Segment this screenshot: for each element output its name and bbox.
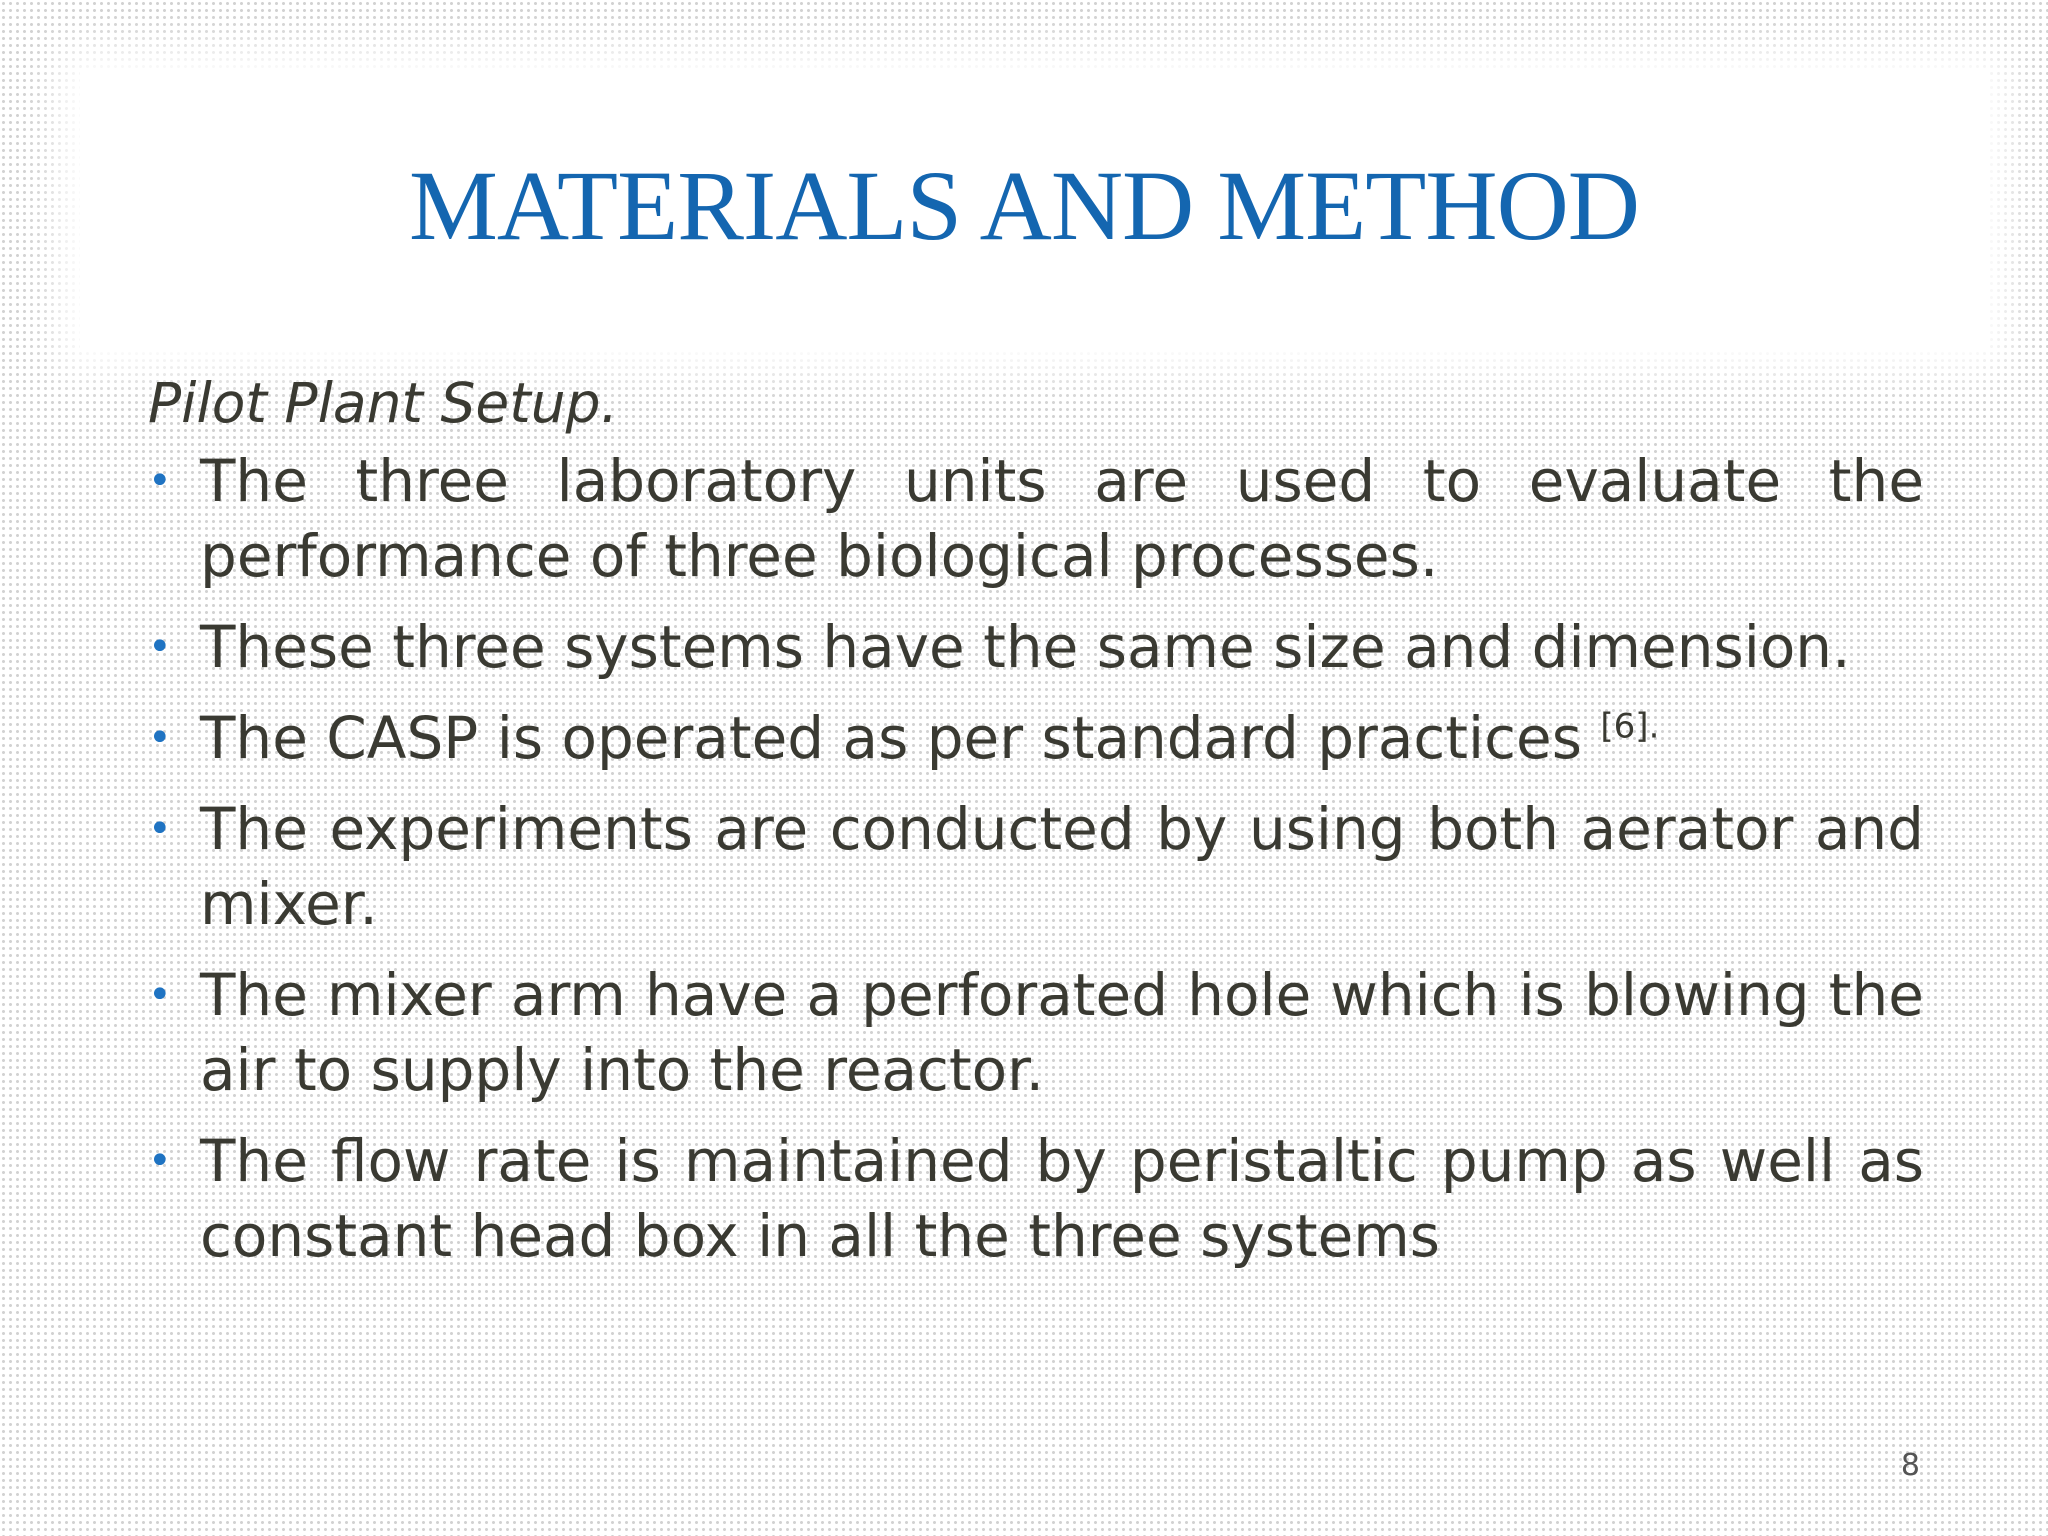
bullet-marker-icon: • bbox=[148, 715, 172, 761]
bullet-text: The flow rate is maintained by peristaltic pump as well as constant head box in all the three systems bbox=[200, 1127, 1924, 1270]
bullet-item bbox=[148, 1124, 1924, 1274]
bullet-marker-icon: • bbox=[148, 972, 172, 1018]
bullet-text: The CASP is operated as per standard practices bbox=[200, 704, 1601, 772]
bullet-text: The experiments are conducted by using both aerator and mixer. bbox=[200, 795, 1924, 938]
bullet-item bbox=[148, 701, 1924, 776]
bullet-marker-icon: • bbox=[148, 624, 172, 670]
slide-content bbox=[148, 368, 1924, 1290]
citation-period: . bbox=[1648, 706, 1660, 747]
bullet-text: The three laboratory units are used to evaluate the performance of three biological processes. bbox=[200, 447, 1924, 590]
bullet-item bbox=[148, 444, 1924, 594]
bullet-marker-icon: • bbox=[148, 806, 172, 852]
citation-reference: [6] bbox=[1600, 706, 1649, 747]
bullet-item bbox=[148, 958, 1924, 1108]
bullet-list bbox=[148, 444, 1924, 1274]
section-subtitle: Pilot Plant Setup. bbox=[148, 371, 619, 435]
bullet-marker-icon: • bbox=[148, 458, 172, 504]
bullet-item bbox=[148, 792, 1924, 942]
page-number: 8 bbox=[1900, 1448, 1920, 1483]
bullet-text: These three systems have the same size and dimension. bbox=[200, 613, 1851, 681]
bullet-text: The mixer arm have a perforated hole which is blowing the air to supply into the reactor. bbox=[200, 961, 1924, 1104]
bullet-marker-icon: • bbox=[148, 1138, 172, 1184]
bullet-item bbox=[148, 610, 1924, 685]
slide-title: MATERIALS AND METHOD bbox=[409, 150, 1639, 261]
